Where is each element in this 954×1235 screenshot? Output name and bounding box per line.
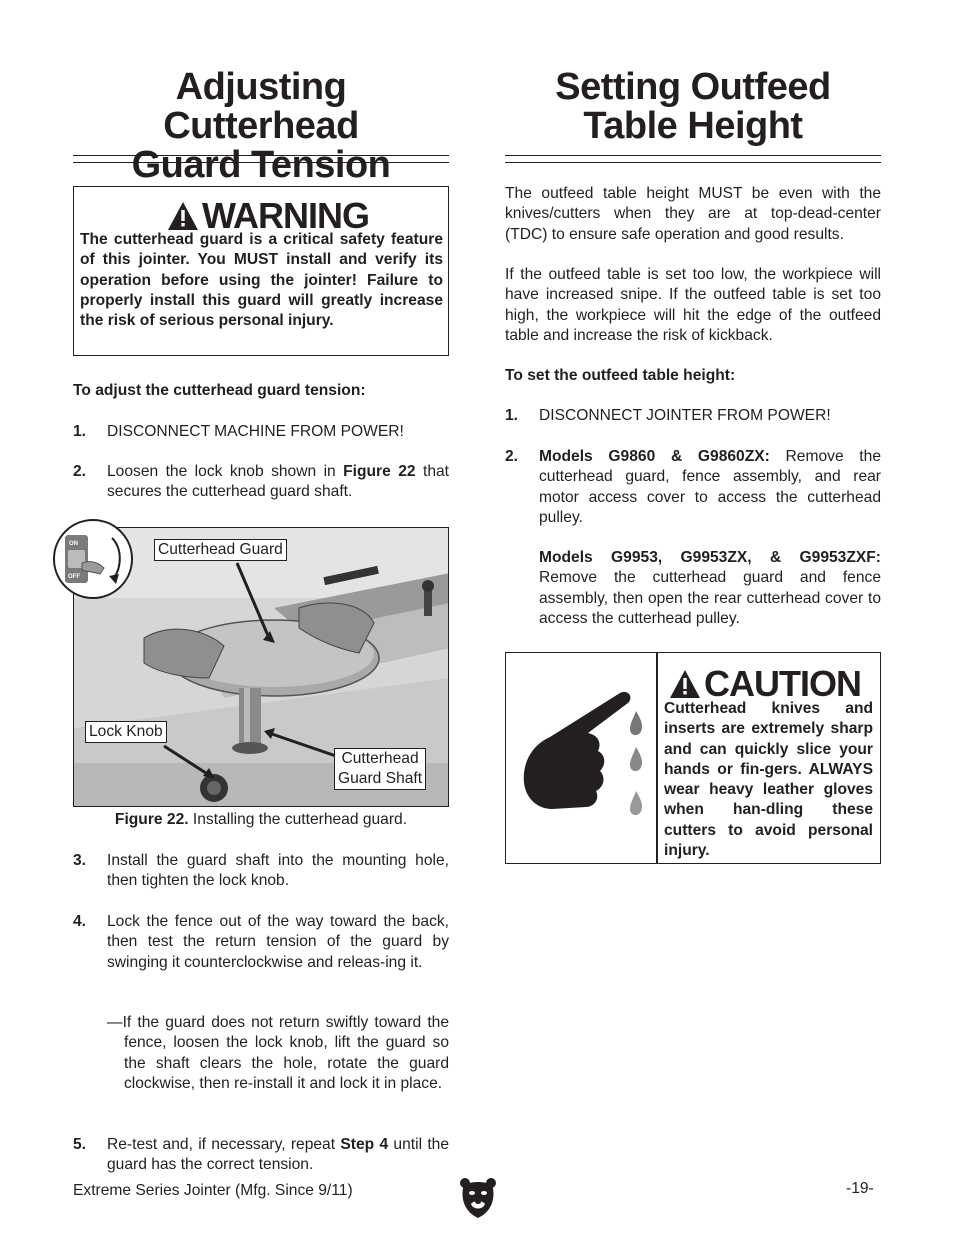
left-title-rule (73, 155, 449, 163)
step-text-part: Re-test and, if necessary, repeat (107, 1136, 341, 1153)
step-text: DISCONNECT JOINTER FROM POWER! (539, 407, 831, 424)
step-text (539, 447, 881, 528)
step-text (107, 462, 449, 503)
power-switch-icon (52, 518, 134, 600)
step-text: DISCONNECT MACHINE FROM POWER! (107, 423, 404, 440)
switch-off-label: OFF (68, 574, 80, 580)
warning-triangle-icon (166, 200, 200, 232)
step-substep-text: —If the guard does not return swiftly toward the fence, loosen the lock knob, lift the guard so the shaft clears the hole, rotate the guard clockwise, then re-install it and lock it in place. (107, 1014, 449, 1092)
caution-heading-text: CAUTION (704, 663, 861, 704)
step-text-part: until the guard has the correct tension. (107, 1136, 450, 1174)
right-title-rule (505, 155, 881, 163)
figure-caption-text: Installing the cutterhead guard. (188, 811, 408, 828)
step-text (107, 1135, 449, 1176)
footer-manual-title: Extreme Series Jointer (Mfg. Since 9/11) (73, 1182, 353, 1199)
step-number: 2. (73, 463, 87, 480)
warning-heading-text: WARNING (202, 195, 369, 236)
label-shaft-line1: Cutterhead (341, 750, 419, 767)
right-title-line1: Setting Outfeed (555, 66, 831, 108)
step-text: Lock the fence out of the way toward the back, then test the return tension of the guard by swinging it counterclockwise and releas-ing it. (107, 913, 449, 971)
left-procedure-heading: To adjust the cutterhead guard tension: (73, 382, 366, 399)
grizzly-bear-logo-icon (459, 1176, 497, 1220)
caution-text: Cutterhead knives and inserts are extremely sharp and can quickly slice your hands or fin-gers. ALWAYS wear heavy leather gloves when han-dling these cutters to avoid personal injury. (664, 700, 873, 860)
label-lock-knob: Lock Knob (85, 721, 167, 743)
figure-caption-number: Figure 22. (114, 811, 189, 828)
left-title-line2: Guard Tension (131, 144, 391, 186)
warning-text: The cutterhead guard is a critical safety feature of this jointer. You MUST install and verify its operation before using the jointer! Failure to properly install this guard will greatly increase the risk of serious personal injury. (80, 231, 443, 330)
figure-reference: Figure 22 (343, 463, 416, 480)
step-reference: Step 4 (340, 1136, 389, 1153)
right-section-title (505, 68, 881, 146)
model-label: Models G9953, G9953ZX, & G9953ZXF: (539, 549, 881, 566)
label-cutterhead-guard: Cutterhead Guard (154, 539, 287, 561)
left-section-title (73, 68, 449, 185)
sharp-hand-icon (512, 683, 652, 833)
step-text-part: Loosen the lock knob shown in (107, 463, 344, 480)
step-number: 1. (505, 407, 519, 424)
label-cutterhead-guard-shaft (334, 748, 426, 790)
warning-box (73, 186, 449, 356)
left-title-line1: Adjusting Cutterhead (163, 66, 359, 147)
step-number: 3. (73, 852, 87, 869)
caution-divider (656, 653, 658, 863)
right-paragraph-2: If the outfeed table is set too low, the workpiece will have increased snipe. If the outfeed table is set too high, the workpiece will hit the edge of the outfeed table and increase the risk of kickback. (505, 266, 881, 344)
step-text (539, 548, 881, 629)
page-number: -19- (846, 1180, 874, 1197)
right-title-line2: Table Height (583, 105, 803, 147)
right-procedure-heading: To set the outfeed table height: (505, 367, 736, 384)
label-shaft-line2: Guard Shaft (338, 770, 423, 787)
step-text-part: Remove the cutterhead guard and fence assembly, then open the rear cutterhead cover to access the cutterhead pulley. (539, 569, 881, 627)
switch-on-label: ON (69, 541, 78, 547)
model-label: Models G9860 & G9860ZX: (539, 448, 770, 465)
step-number: 5. (73, 1136, 87, 1153)
step-number: 2. (505, 448, 519, 465)
step-text-part: that secures the cutterhead guard shaft. (107, 463, 449, 501)
caution-box (505, 652, 881, 864)
step-number: 4. (73, 913, 87, 930)
figure-caption (73, 810, 449, 830)
right-paragraph-1: The outfeed table height MUST be even with the knives/cutters when they are at top-dead-center (TDC) to ensure safe operation and good results. (505, 185, 881, 243)
caution-triangle-icon (668, 668, 702, 700)
step-text: Install the guard shaft into the mounting hole, then tighten the lock knob. (107, 852, 449, 890)
step-number: 1. (73, 423, 87, 440)
step-text-part: Remove the cutterhead guard, fence assembly, and rear motor access cover to access the cutterhead pulley. (539, 448, 881, 526)
